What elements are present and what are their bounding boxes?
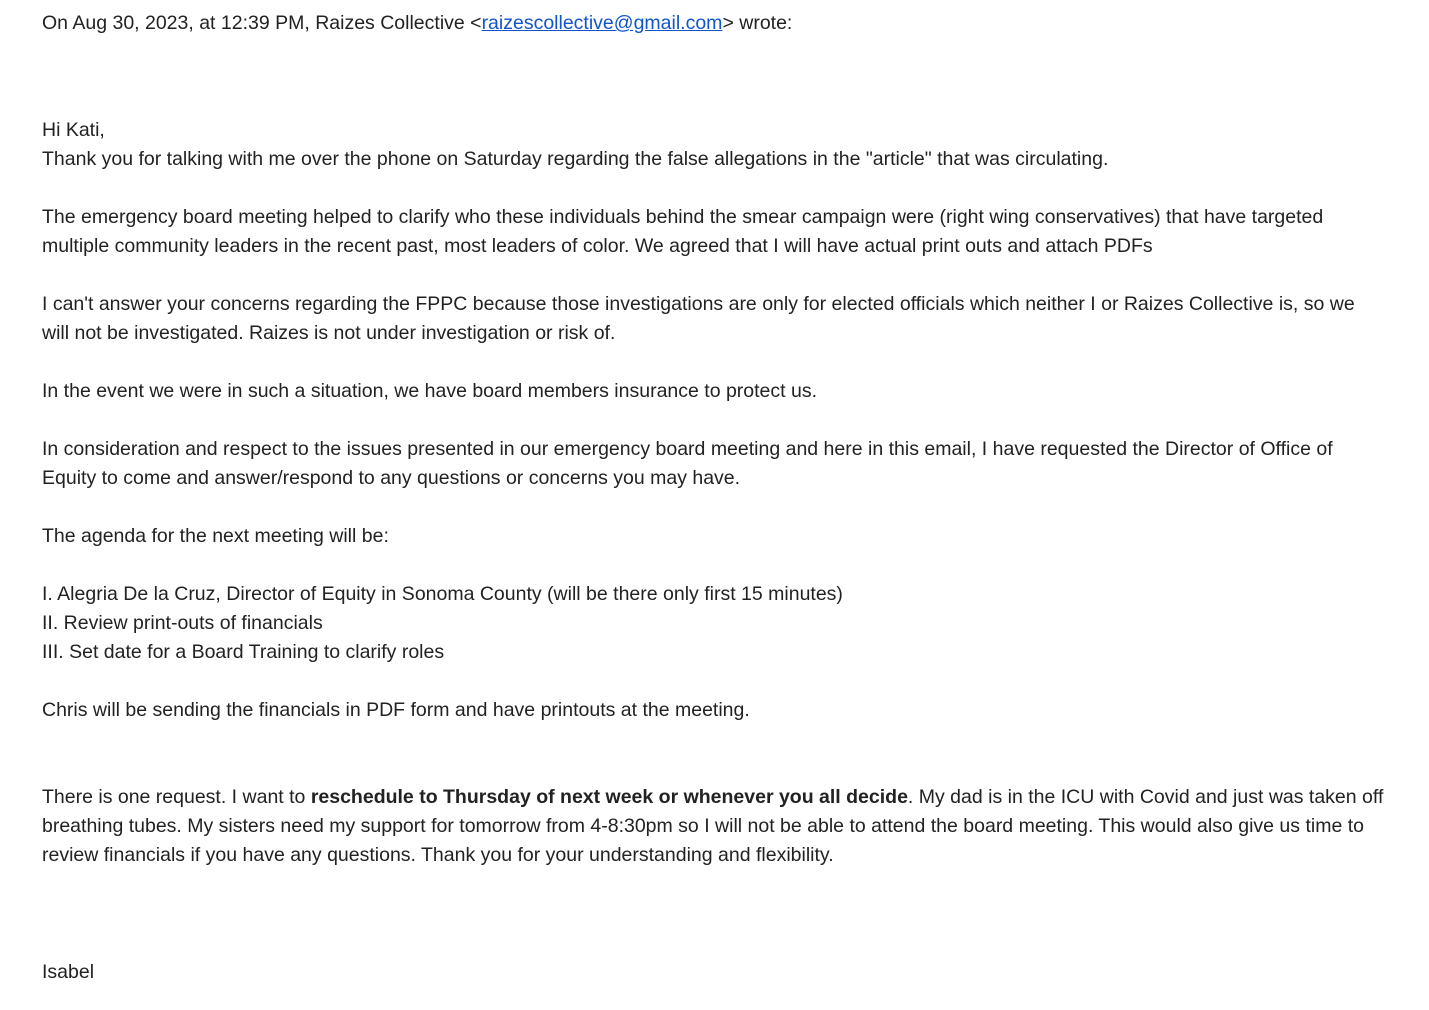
paragraph-financials: Chris will be sending the financials in PDF form and have printouts at the meeting. <box>42 699 750 721</box>
paragraph-fppc: I can't answer your concerns regarding the FPPC because those investigations are only for elected officials which neither I or Raizes Collective is, so we will not be investigated. Raizes is not under investigation or risk of. <box>42 293 1355 344</box>
header-prefix: On Aug 30, 2023, at 12:39 PM, Raizes Collective < <box>42 12 482 34</box>
paragraph-thanks: Thank you for talking with me over the phone on Saturday regarding the false allegations in the "article" that was circulating. <box>42 148 1109 170</box>
paragraph-office-of-equity: In consideration and respect to the issues presented in our emergency board meeting and here in this email, I have requested the Director of Office of Equity to come and answer/respond to any questions or concerns you may have. <box>42 438 1333 489</box>
request-text-start: There is one request. I want to <box>42 786 311 808</box>
agenda-item: III. Set date for a Board Training to clarify roles <box>42 641 445 663</box>
paragraph-request <box>42 783 1387 870</box>
paragraph-emergency-meeting: The emergency board meeting helped to clarify who these individuals behind the smear campaign were (right wing conservatives) that have targeted multiple community leaders in the recent past, most leaders of color. We agreed that I will have actual print outs and attach PDFs <box>42 206 1324 257</box>
request-text-end: . My dad is in the ICU with Covid and just was taken off breathing tubes. My sisters need my support for tomorrow from 4-8:30pm so I will not be able to attend the board meeting. This would also give us time to review financials if you have any questions. Thank you for your understanding and flexibility. <box>42 786 1384 866</box>
greeting: Hi Kati, <box>42 119 105 141</box>
quoted-header <box>42 9 1387 38</box>
header-suffix: > wrote: <box>722 12 793 34</box>
agenda-item: II. Review print-outs of financials <box>42 612 323 634</box>
signature: Isabel <box>42 961 95 983</box>
paragraph-insurance: In the event we were in such a situation, we have board members insurance to protect us. <box>42 380 818 402</box>
email-body <box>42 116 1387 987</box>
agenda-list <box>42 580 1387 667</box>
agenda-item: I. Alegria De la Cruz, Director of Equity in Sonoma County (will be there only first 15 minutes) <box>42 583 843 605</box>
sender-email-link[interactable]: raizescollective@gmail.com <box>481 12 723 34</box>
request-highlight: reschedule to Thursday of next week or whenever you all decide <box>310 786 908 808</box>
agenda-intro: The agenda for the next meeting will be: <box>42 525 389 547</box>
